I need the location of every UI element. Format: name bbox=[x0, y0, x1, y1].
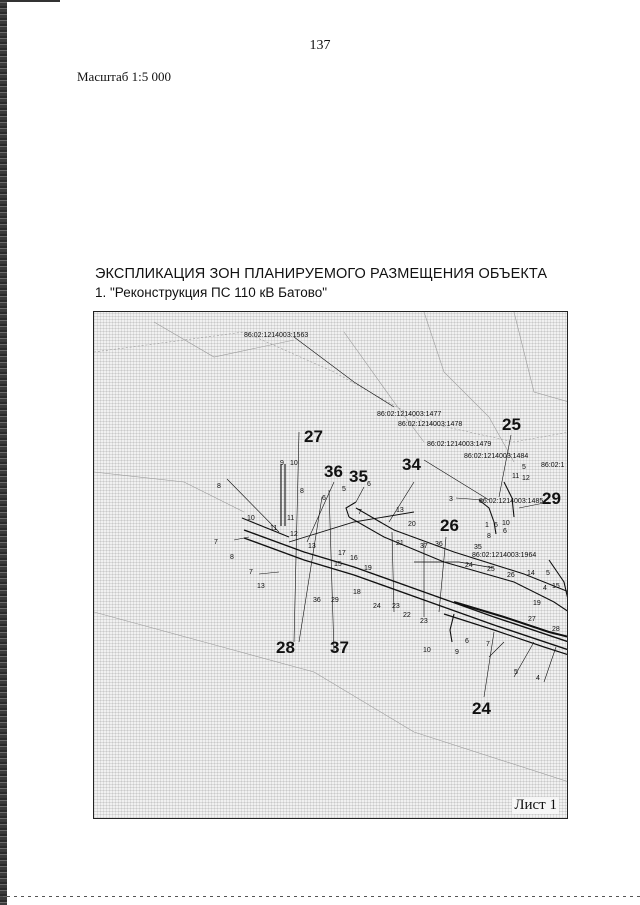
point-label: 5 bbox=[546, 570, 550, 577]
point-label: 5 bbox=[522, 464, 526, 471]
point-label: 8 bbox=[300, 488, 304, 495]
point-label: 5 bbox=[514, 669, 518, 676]
point-label: 37 bbox=[420, 543, 428, 550]
point-label: 19 bbox=[533, 600, 541, 607]
point-label: 19 bbox=[364, 565, 372, 572]
point-label: 28 bbox=[552, 626, 560, 633]
point-label: 16 bbox=[350, 555, 358, 562]
zone-label: 24 bbox=[472, 699, 491, 718]
point-label: 8 bbox=[230, 554, 234, 561]
point-label: 27 bbox=[528, 616, 536, 623]
point-label: 8 bbox=[217, 483, 221, 490]
point-label: 4 bbox=[536, 675, 540, 682]
point-label: 10 bbox=[290, 460, 298, 467]
cadastral-label: 86:02:1214003:1563 bbox=[244, 332, 309, 339]
point-label: 17 bbox=[338, 550, 346, 557]
point-label: 11 bbox=[512, 473, 520, 480]
point-label: 10 bbox=[423, 647, 431, 654]
point-label: 13 bbox=[308, 543, 316, 550]
cadastral-label: 86:02:1 bbox=[541, 462, 565, 469]
point-label: 23 bbox=[392, 603, 400, 610]
cadastral-label: 86:02:1214003:1485 bbox=[479, 498, 544, 505]
point-label: 36 bbox=[313, 597, 321, 604]
cadastral-label: 86:02:1214003:1477 bbox=[377, 411, 442, 418]
point-label: 21 bbox=[396, 540, 404, 547]
cadastral-label: 86:02:1214003:1479 bbox=[427, 441, 492, 448]
point-label: 36 bbox=[435, 541, 443, 548]
point-label: 9 bbox=[455, 649, 459, 656]
page-title: ЭКСПЛИКАЦИЯ ЗОН ПЛАНИРУЕМОГО РАЗМЕЩЕНИЯ ОБЪЕКТА bbox=[95, 266, 548, 282]
point-label: 7 bbox=[486, 641, 490, 648]
point-label: 18 bbox=[353, 589, 361, 596]
point-label: 9 bbox=[280, 460, 284, 467]
point-label: 20 bbox=[408, 521, 416, 528]
point-label: 11 bbox=[287, 515, 295, 522]
point-label: 15 bbox=[552, 583, 560, 590]
point-label: 26 bbox=[507, 572, 515, 579]
point-label: 24 bbox=[465, 562, 473, 569]
point-label: 7 bbox=[358, 509, 362, 516]
point-label: 1 bbox=[485, 522, 489, 529]
zone-label: 29 bbox=[542, 489, 561, 508]
zone-labels bbox=[276, 415, 561, 718]
point-label: 25 bbox=[487, 566, 495, 573]
point-label: 14 bbox=[527, 570, 535, 577]
point-label: 24 bbox=[373, 603, 381, 610]
point-label: 6 bbox=[322, 495, 326, 502]
point-label: 13 bbox=[257, 583, 265, 590]
scan-edge-left bbox=[0, 0, 7, 905]
point-label: 7 bbox=[214, 539, 218, 546]
map-scale: Масштаб 1:5 000 bbox=[77, 69, 171, 84]
zone-label: 25 bbox=[502, 415, 521, 434]
cadastral-label: 86:02:1214003:1478 bbox=[398, 421, 463, 428]
zone-label: 26 bbox=[440, 516, 459, 535]
page-subtitle: 1. "Реконструкция ПС 110 кВ Батово" bbox=[95, 285, 328, 300]
point-labels bbox=[214, 460, 560, 682]
map-frame bbox=[93, 311, 568, 819]
point-label: 10 bbox=[502, 520, 510, 527]
zone-label: 36 bbox=[324, 462, 343, 481]
zone-label: 34 bbox=[402, 455, 421, 474]
point-label: 8 bbox=[487, 533, 491, 540]
sheet-label: Лист 1 bbox=[514, 797, 557, 813]
point-label: 15 bbox=[334, 561, 342, 568]
zone-label: 28 bbox=[276, 638, 295, 657]
point-label: 6 bbox=[503, 528, 507, 535]
site-plan-map bbox=[94, 312, 568, 819]
cadastral-labels bbox=[244, 332, 564, 559]
scan-edge-bottom bbox=[0, 896, 640, 897]
point-label: 35 bbox=[474, 544, 482, 551]
point-label: 6 bbox=[367, 481, 371, 488]
point-label: 12 bbox=[522, 475, 530, 482]
point-label: 6 bbox=[465, 638, 469, 645]
point-label: 11 bbox=[270, 525, 278, 532]
cadastral-label: 86:02:1214003:1964 bbox=[472, 552, 537, 559]
point-label: 10 bbox=[247, 515, 255, 522]
point-label: 6 bbox=[494, 522, 498, 529]
point-label: 3 bbox=[449, 496, 453, 503]
zone-label: 35 bbox=[349, 467, 368, 486]
cadastral-label: 86:02:1214003:1484 bbox=[464, 453, 529, 460]
zone-label: 27 bbox=[304, 427, 323, 446]
zone-label: 37 bbox=[330, 638, 349, 657]
point-label: 23 bbox=[420, 618, 428, 625]
point-label: 7 bbox=[249, 569, 253, 576]
point-label: 29 bbox=[331, 597, 339, 604]
point-label: 4 bbox=[543, 585, 547, 592]
point-label: 5 bbox=[342, 486, 346, 493]
point-label: 12 bbox=[290, 531, 298, 538]
point-label: 13 bbox=[396, 507, 404, 514]
point-label: 22 bbox=[403, 612, 411, 619]
page-number: 137 bbox=[309, 38, 331, 53]
scan-edge-top bbox=[0, 0, 60, 2]
